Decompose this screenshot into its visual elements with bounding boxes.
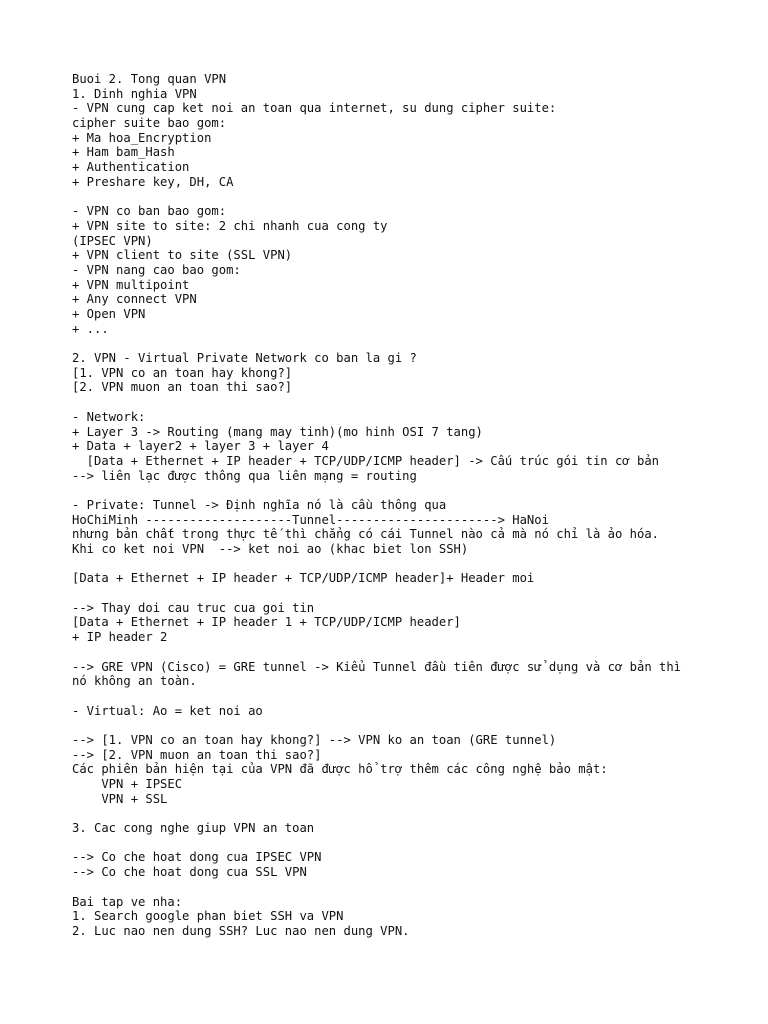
text-line: 2. Luc nao nen dung SSH? Luc nao nen dung VPN. <box>72 923 410 938</box>
text-line: cipher suite bao gom: <box>72 116 227 131</box>
text-line: + VPN multipoint <box>72 277 190 292</box>
blank-line <box>72 483 752 498</box>
text-line: --> [2. VPN muon an toan thi sao?] <box>72 747 322 762</box>
text-line: + Ham bam_Hash <box>72 145 175 160</box>
text-line: --> Co che hoat dong cua SSL VPN <box>72 865 307 880</box>
text-line: Bai tap ve nha: <box>72 894 183 909</box>
text-line: + VPN site to site: 2 chi nhanh cua cong ty <box>72 218 388 233</box>
text-line: 1. Dinh nghia VPN <box>72 86 197 101</box>
blank-line <box>72 336 752 351</box>
blank-line <box>72 718 752 733</box>
text-line: - VPN cung cap ket noi an toan qua internet, su dung cipher suite: <box>72 101 557 116</box>
text-line: 2. VPN - Virtual Private Network co ban la gi ? <box>72 351 417 366</box>
document-page <box>72 72 752 939</box>
text-line: + Data + layer2 + layer 3 + layer 4 <box>72 439 329 454</box>
text-line: + Open VPN <box>72 307 146 321</box>
text-line: [2. VPN muon an toan thi sao?] <box>72 380 293 395</box>
blank-line <box>72 880 752 895</box>
text-line: - Network: <box>72 409 146 424</box>
text-line: + Ma hoa_Encryption <box>72 130 212 145</box>
text-line: [Data + Ethernet + IP header + TCP/UDP/ICMP header]+ Header moi <box>72 571 535 586</box>
text-line: --> GRE VPN (Cisco) = GRE tunnel -> Kiểu Tunnel đầu tiên được sử dụng và cơ bản thì <box>72 659 682 674</box>
text-line: + VPN client to site (SSL VPN) <box>72 248 293 263</box>
text-line: VPN + SSL <box>72 791 168 806</box>
text-line: - Private: Tunnel -> Định nghĩa nó là cầu thông qua <box>72 497 447 512</box>
text-line: Khi co ket noi VPN --> ket noi ao (khac biet lon SSH) <box>72 542 469 556</box>
blank-line <box>72 689 752 704</box>
text-line: --> [1. VPN co an toan hay khong?] --> VPN ko an toan (GRE tunnel) <box>72 732 557 747</box>
blank-line <box>72 806 752 821</box>
blank-line <box>72 557 752 572</box>
text-line: + Preshare key, DH, CA <box>72 174 234 189</box>
text-line: (IPSEC VPN) <box>72 233 153 248</box>
blank-line <box>72 836 752 851</box>
text-line: --> Co che hoat dong cua IPSEC VPN <box>72 850 322 865</box>
text-line: nó không an toàn. <box>72 674 197 689</box>
blank-line <box>72 395 752 410</box>
text-line: + ... <box>72 321 109 336</box>
text-line: - VPN nang cao bao gom: <box>72 262 241 277</box>
blank-line <box>72 586 752 601</box>
text-line: 3. Cac cong nghe giup VPN an toan <box>72 821 315 836</box>
text-line: [1. VPN co an toan hay khong?] <box>72 365 293 380</box>
text-line: + Any connect VPN <box>72 292 197 307</box>
text-line: nhưng bản chất trong thực tế thì chẳng có cái Tunnel nào cả mà nó chỉ là ảo hóa. <box>72 527 659 542</box>
text-line: [Data + Ethernet + IP header + TCP/UDP/ICMP header] -> Cấu trúc gói tin cơ bản <box>72 453 659 468</box>
text-line: --> liên lạc được thông qua liên mạng = routing <box>72 468 417 483</box>
blank-line <box>72 190 752 205</box>
text-line: --> Thay doi cau truc cua goi tin <box>72 600 315 615</box>
text-line: VPN + IPSEC <box>72 777 183 791</box>
document-body <box>72 72 752 939</box>
text-line: + IP header 2 <box>72 630 168 645</box>
text-line: - Virtual: Ao = ket noi ao <box>72 703 263 718</box>
text-line: [Data + Ethernet + IP header 1 + TCP/UDP/ICMP header] <box>72 615 461 630</box>
text-line: - VPN co ban bao gom: <box>72 204 227 219</box>
text-line: + Layer 3 -> Routing (mang may tinh)(mo hinh OSI 7 tang) <box>72 424 483 439</box>
text-line: HoChiMinh --------------------Tunnel----------------------> HaNoi <box>72 512 549 527</box>
blank-line <box>72 645 752 660</box>
text-line: + Authentication <box>72 160 190 175</box>
text-line: Các phiên bản hiện tại của VPN đã được hổ trợ thêm các công nghệ bảo mật: <box>72 762 608 777</box>
text-line: 1. Search google phan biet SSH va VPN <box>72 909 344 924</box>
text-line: Buoi 2. Tong quan VPN <box>72 72 227 86</box>
